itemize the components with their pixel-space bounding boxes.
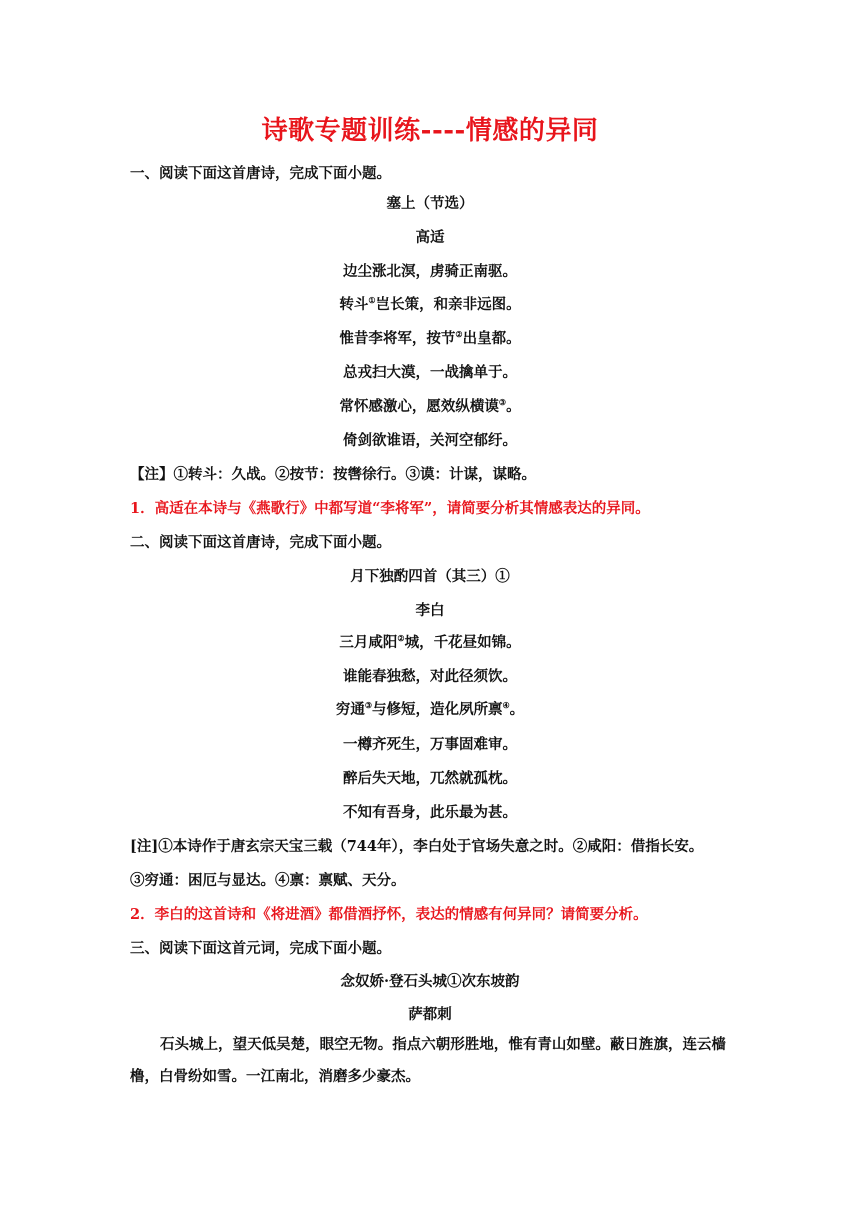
poem1-line: 转斗①岂长策，和亲非远图。 xyxy=(339,295,521,313)
poem2-author: 李白 xyxy=(415,602,445,619)
question-2: 2．李白的这首诗和《将进酒》都借酒抒怀，表达的情感有何异同？请简要分析。 xyxy=(130,906,648,923)
section1-heading: 一、阅读下面这首唐诗，完成下面小题。 xyxy=(130,165,391,182)
footnote-marker: ④ xyxy=(502,700,510,711)
question-1: 1．高适在本诗与《燕歌行》中都写道“李将军”，请简要分析其情感表达的异同。 xyxy=(130,500,650,517)
poem1-title: 塞上（节选） xyxy=(386,195,474,212)
poem2-line: 谁能春独愁，对此径须饮。 xyxy=(343,668,517,685)
poem2-note: ③穷通：困厄与显达。④禀：禀赋、天分。 xyxy=(130,872,406,889)
poem1-note: 【注】①转斗：久战。②按节：按辔徐行。③谟：计谋，谋略。 xyxy=(130,466,536,483)
poem1-line: 常怀感激心，愿效纵横谟③。 xyxy=(339,397,521,415)
poem2-line: 穷通③与修短，造化夙所禀④。 xyxy=(335,700,525,718)
poem3-author: 萨都刺 xyxy=(408,1006,452,1023)
poem2-title: 月下独酌四首（其三）① xyxy=(350,568,510,585)
footnote-marker: ② xyxy=(455,329,463,340)
poem1-author: 高适 xyxy=(415,229,445,246)
document-title: 诗歌专题训练----情感的异同 xyxy=(261,116,599,146)
footnote-marker: ② xyxy=(397,633,405,644)
poem2-line: 一樽齐死生，万事固难审。 xyxy=(343,736,517,753)
poem2-line: 不知有吾身，此乐最为甚。 xyxy=(343,804,517,821)
footnote-marker: ③ xyxy=(364,700,372,711)
poem2-line: 三月咸阳②城，千花昼如锦。 xyxy=(339,633,521,651)
poem2-line: 醉后失天地，兀然就孤枕。 xyxy=(343,770,517,787)
poem1-line: 倚剑欲谁语，关河空郁纡。 xyxy=(343,432,517,449)
poem3-title: 念奴娇·登石头城①次东坡韵 xyxy=(340,973,520,990)
footnote-marker: ③ xyxy=(498,397,507,408)
section3-heading: 三、阅读下面这首元词，完成下面小题。 xyxy=(130,940,391,957)
poem1-line: 惟昔李将军，按节②出皇都。 xyxy=(339,329,521,347)
footnote-marker: ① xyxy=(368,295,376,306)
poem3-text: 石头城上，望天低吴楚，眼空无物。指点六朝形胜地，惟有青山如壁。蔽日旌旗，连云樯橹，白骨纷如雪。一江南北，消磨多少豪杰。 xyxy=(130,1036,726,1085)
poem1-line: 总戎扫大漠，一战擒单于。 xyxy=(343,364,517,381)
section2-heading: 二、阅读下面这首唐诗，完成下面小题。 xyxy=(130,534,391,551)
poem2-note: [注]①本诗作于唐玄宗天宝三载（744年），李白处于官场失意之时。②咸阳：借指长安。 xyxy=(130,838,704,855)
poem1-line: 边尘涨北溟，虏骑正南驱。 xyxy=(343,263,517,280)
